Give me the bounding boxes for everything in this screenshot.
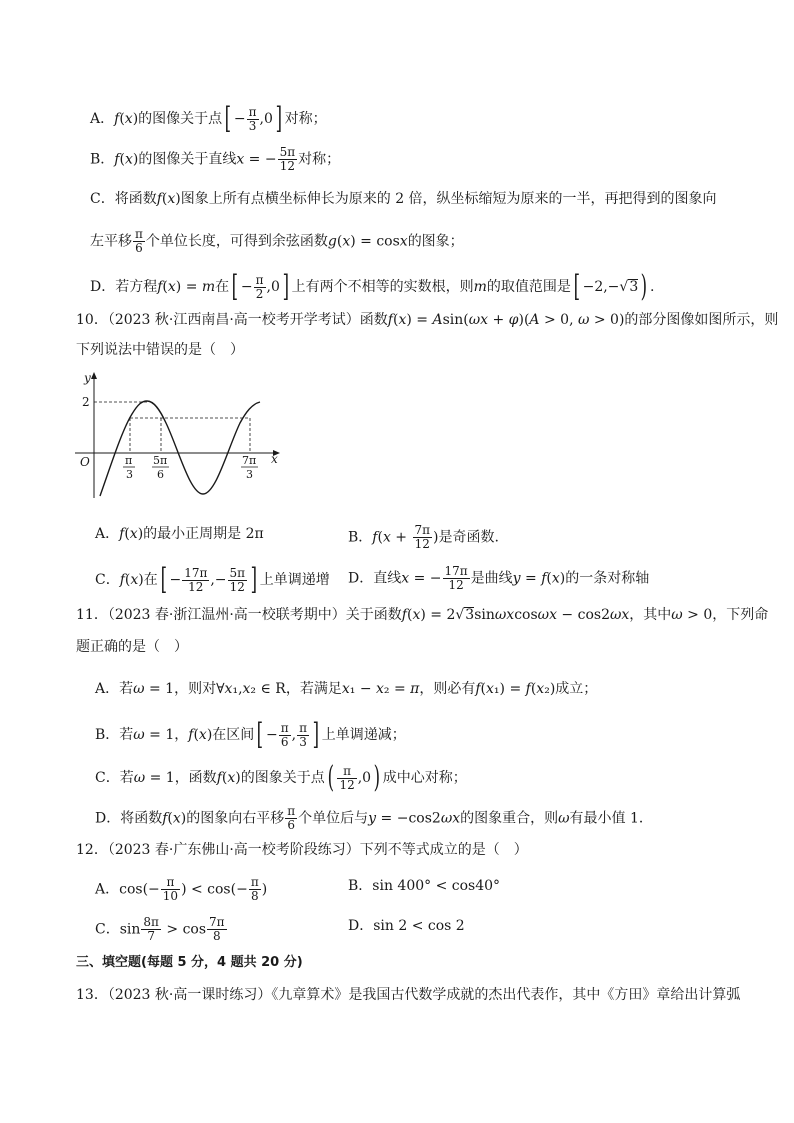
q12-option-a: A．cos(− $\frac{\pi}{10}$ ) < cos(− $\frac{\pi}{8}$ ) (95, 875, 268, 903)
q9-option-d: D．若方程f(x) = m在[ − $\frac{\pi}{2}$ ,0] 上有两个不相等的实数根，则m的取值范围是[ −2,−√3) . (90, 269, 655, 304)
q13-stem: 13．（2023 秋·高一课时练习）《九章算术》是我国古代数学成就的杰出代表作，其中《方田》章给出计算弧 (76, 987, 741, 1003)
q11-option-c: C．若ω = 1，函数f(x)的图象关于点( $\frac{\pi}{12}$ ,0) 成中心对称； (95, 760, 467, 795)
x-axis-label: x (271, 452, 278, 466)
q10-option-c: C．f(x)在[ − $\frac{17\pi}{12}$ ,− $\frac{5\pi}{12}$ ] 上单调递增 (95, 562, 330, 597)
q9-option-c-line2: 左平移 $\frac{\pi}{6}$ 个单位长度，可得到余弦函数g(x) = cosx的图象； (90, 227, 464, 255)
origin-label: O (80, 455, 90, 469)
q11-option-b: B．若ω = 1，f(x)在区间[ − $\frac{\pi}{6}$ , $\frac{\pi}{3}$ ] 上单调递减； (95, 717, 406, 752)
x-tick-2-den: 6 (157, 468, 164, 481)
q11-option-d: D．将函数f(x)的图象向右平移 $\frac{\pi}{6}$ 个单位后与y = −cos2ωx的图象重合，则ω有最小值 1． (95, 804, 653, 832)
q12-option-d: D．sin 2 < cos 2 (348, 918, 465, 934)
q9-option-c-line1: C．将函数f(x)图象上所有点横坐标伸长为原来的 2 倍，纵坐标缩短为原来的一半，再把得到的图象向 (90, 191, 717, 207)
y-axis-label: y (84, 371, 91, 385)
q10-option-b: B．f(x + $\frac{7\pi}{12}$ )是奇函数. (348, 523, 499, 551)
q12-option-b: B．sin 400° < cos40° (348, 878, 501, 894)
section-heading: 三、填空题(每题 5 分，4 题共 20 分) (76, 955, 303, 970)
q10-stem-line1: 10．（2023 秋·江西南昌·高一校考开学考试）函数f(x) = Asin(ωx + φ)(A > 0, ω > 0)的部分图像如图所示，则 (76, 312, 779, 328)
q11-stem-line1: 11．（2023 春·浙江温州·高一校联考期中）关于函数f(x) = 2√3sinωxcosωx − cos2ωx，其中ω > 0，下列命 (76, 607, 769, 623)
y-tick-label: 2 (82, 395, 90, 409)
q10-option-d: D．直线x = − $\frac{17\pi}{12}$ 是曲线y = f(x)的一条对称轴 (348, 564, 650, 592)
x-tick-3-num: 7π (242, 454, 257, 467)
x-tick-2-num: 5π (153, 454, 168, 467)
q10-sine-graph (70, 368, 285, 503)
q9-option-b: B．f(x)的图像关于直线x = − $\frac{5\pi}{12}$ 对称； (90, 145, 341, 173)
q10-stem-line2: 下列说法中错误的是（ ） (76, 342, 244, 358)
x-tick-1-den: 3 (126, 468, 133, 481)
q10-option-a: A．f(x)的最小正周期是 2π (95, 526, 264, 542)
y-axis-arrow (91, 372, 97, 379)
x-tick-1-num: π (125, 454, 133, 467)
x-tick-3-den: 3 (246, 468, 253, 481)
q12-option-c: C．sin $\frac{8\pi}{7}$ > cos $\frac{7\pi}{8}$ (95, 915, 225, 943)
q9-option-a: A．f(x)的图像关于点[ − $\frac{\pi}{3}$ ,0] 对称； (90, 101, 327, 136)
q11-stem-line2: 题正确的是（ ） (76, 639, 188, 655)
q12-stem: 12．（2023 春·广东佛山·高一校考阶段练习）下列不等式成立的是（ ） (76, 842, 528, 858)
q11-option-a: A．若ω = 1，则对∀x₁,x₂ ∈ R，若满足x₁ − x₂ = π，则必有f(x₁) = f(x₂)成立； (95, 681, 598, 697)
sine-curve (100, 401, 260, 496)
